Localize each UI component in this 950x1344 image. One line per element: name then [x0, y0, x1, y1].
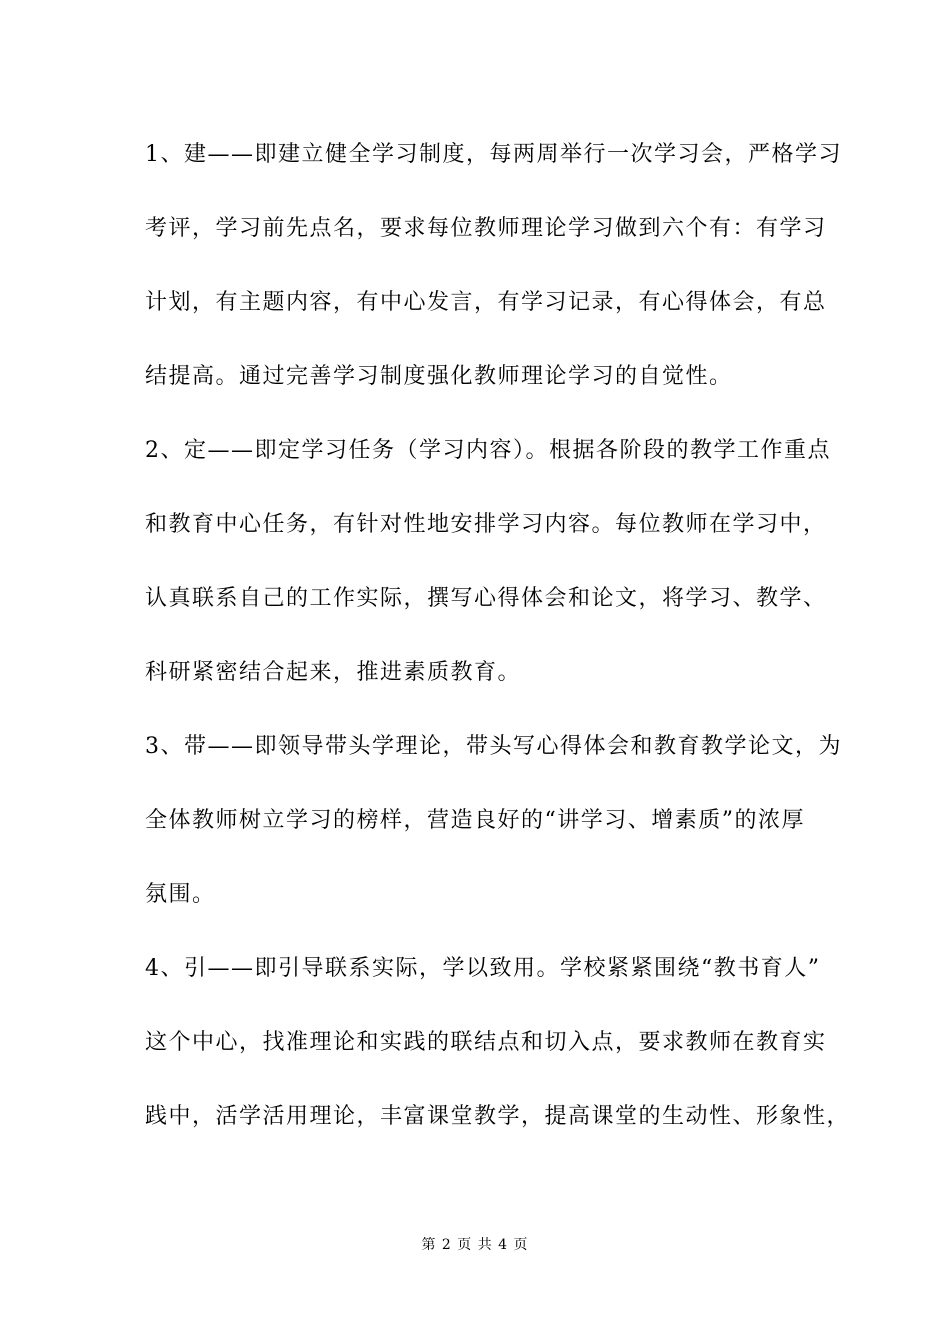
paragraph-line: 这个中心，找准理论和实践的联结点和切入点，要求教师在教育实: [145, 1030, 827, 1055]
paragraph-line: 和教育中心任务，有针对性地安排学习内容。每位教师在学习中，: [145, 512, 827, 537]
page-number-footer: 第 2 页 共 4 页: [421, 1237, 529, 1253]
paragraph-line: 科研紧密结合起来，推进素质教育。: [145, 660, 522, 685]
paragraph-line: 践中，活学活用理论，丰富课堂教学，提高课堂的生动性、形象性，: [145, 1104, 851, 1129]
paragraph-line: 2、定——即定学习任务（学习内容）。根据各阶段的教学工作重点: [145, 438, 831, 463]
paragraph-line: 计划，有主题内容，有中心发言，有学习记录，有心得体会，有总: [145, 290, 827, 315]
paragraph-line: 氛围。: [145, 882, 216, 907]
paragraph-line: 1、建——即建立健全学习制度，每两周举行一次学习会，严格学习: [145, 142, 842, 167]
paragraph-line: 3、带——即领导带头学理论，带头写心得体会和教育教学论文，为: [145, 734, 842, 759]
paragraph-line: 认真联系自己的工作实际，撰写心得体会和论文，将学习、教学、: [145, 586, 827, 611]
paragraph-line: 4、引——即引导联系实际，学以致用。学校紧紧围绕“教书育人”: [145, 956, 821, 981]
paragraph-line: 结提高。通过完善学习制度强化教师理论学习的自觉性。: [145, 364, 733, 389]
paragraph-line: 考评，学习前先点名，要求每位教师理论学习做到六个有：有学习: [145, 216, 827, 241]
paragraph-line: 全体教师树立学习的榜样，营造良好的“讲学习、增素质”的浓厚: [145, 808, 805, 833]
